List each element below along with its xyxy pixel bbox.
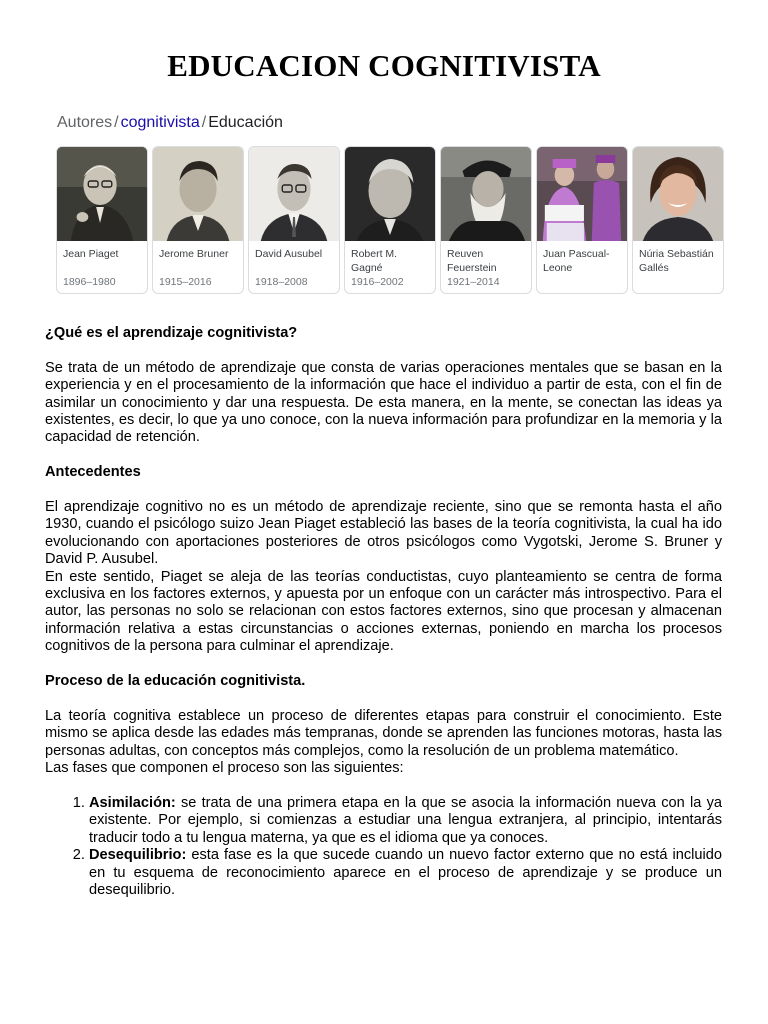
paragraph: La teoría cognitiva establece un proceso de diferentes etapas para construir el conocimiento. Este mismo se aplica desde las edades más tempranas, donde se aprenden las funciones motoras, hasta las personas adultas, con conceptos más complejos, como la resolución de un problema matemático. — [45, 707, 722, 759]
author-years: 1916–2002 — [351, 276, 404, 288]
author-card[interactable] — [152, 146, 244, 294]
author-years: 1918–2008 — [255, 276, 308, 288]
paragraph: El aprendizaje cognitivo no es un método de aprendizaje reciente, sino que se remonta hasta el año 1930, cuando el psicólogo suizo Jean Piaget estableció las bases de la teoría cognitivista, la cual ha ido evolucionando con aportaciones posteriores de otros psicólogos como Vygotski, Jerome S. Bruner y David P. Ausubel. — [45, 499, 722, 568]
paragraph: Las fases que componen el proceso son las siguientes: — [45, 760, 404, 777]
author-name: Robert M. Gagné — [351, 248, 398, 274]
author-years: 1896–1980 — [63, 276, 116, 288]
breadcrumb-separator: / — [114, 114, 119, 131]
author-name: Jerome Bruner — [159, 248, 229, 260]
phases-list — [69, 795, 722, 899]
phase-description: esta fase es la que sucede cuando un nuevo factor externo que no está incluido en tu esquema de reconocimiento aparece en el proceso de aprendizaje y se produce un desequilibrio. — [89, 847, 722, 898]
author-card[interactable] — [632, 146, 724, 294]
phase-description: se trata de una primera etapa en la que se asocia la información nueva con la ya existente. Por ejemplo, si comienzas a estudiar una lengua extranjera, al principio, intentarás traducir todo a tu lengua materna, ya que es el idioma que ya conoces. — [89, 794, 722, 846]
phase-term: Asimilación: — [89, 794, 176, 811]
author-card[interactable] — [344, 146, 436, 294]
author-name: David Ausubel — [255, 248, 323, 260]
breadcrumb-item-autores[interactable]: Autores — [57, 114, 113, 131]
author-card[interactable] — [56, 146, 148, 294]
breadcrumb-separator: / — [201, 114, 207, 131]
breadcrumb-item-educacion: Educación — [208, 114, 283, 131]
author-photo — [345, 147, 435, 241]
document-title: EDUCACION COGNITIVISTA — [167, 48, 601, 83]
author-photo — [537, 147, 627, 241]
breadcrumb — [57, 114, 283, 132]
author-years: 1915–2016 — [159, 276, 212, 288]
author-photo — [153, 147, 243, 241]
list-item — [89, 847, 722, 899]
author-name: Reuven Feuerstein — [447, 248, 497, 274]
breadcrumb-item-cognitivista[interactable]: cognitivista — [120, 114, 200, 131]
author-card[interactable] — [440, 146, 532, 294]
list-item — [89, 795, 722, 847]
section-heading: Antecedentes — [45, 464, 141, 481]
phase-term: Desequilibrio: — [89, 847, 187, 864]
author-years: 1921–2014 — [447, 276, 500, 288]
author-photo — [249, 147, 339, 241]
author-photo — [441, 147, 531, 241]
author-photo — [633, 147, 723, 241]
author-name: Juan Pascual-Leone — [543, 248, 610, 274]
author-photo — [57, 147, 147, 241]
section-heading: Proceso de la educación cognitivista. — [45, 673, 306, 690]
section-heading: ¿Qué es el aprendizaje cognitivista? — [45, 325, 298, 341]
paragraph: En este sentido, Piaget se aleja de las teorías conductistas, cuyo planteamiento se centra de forma exclusiva en los factores externos, y apuesta por un enfoque con un carácter más introspectivo. Para el autor, las personas no solo se relacionan con estos factores externos, sino que procesan y almacenan información relativa a estas circunstancias o acciones externas, poniendo en marcha los procesos cognitivos de la persona para culminar el aprendizaje. — [45, 568, 722, 655]
paragraph: Se trata de un método de aprendizaje que consta de varias operaciones mentales que se basan en la experiencia y en el procesamiento de la información que hace el individuo a partir de esta, con el fin de asimilar un conocimiento y dar una respuesta. De esta manera, en la mente, se conectan las ideas ya existentes, es decir, lo que ya uno conoce, con la nueva información para profundizar en la memoria y la capacidad de retención. — [45, 359, 722, 446]
document-body — [45, 325, 722, 899]
author-name: Núria Sebastián Gallés — [639, 248, 714, 274]
author-card[interactable] — [536, 146, 628, 294]
authors-carousel — [56, 146, 726, 294]
author-card[interactable] — [248, 146, 340, 294]
author-name: Jean Piaget — [63, 248, 119, 260]
